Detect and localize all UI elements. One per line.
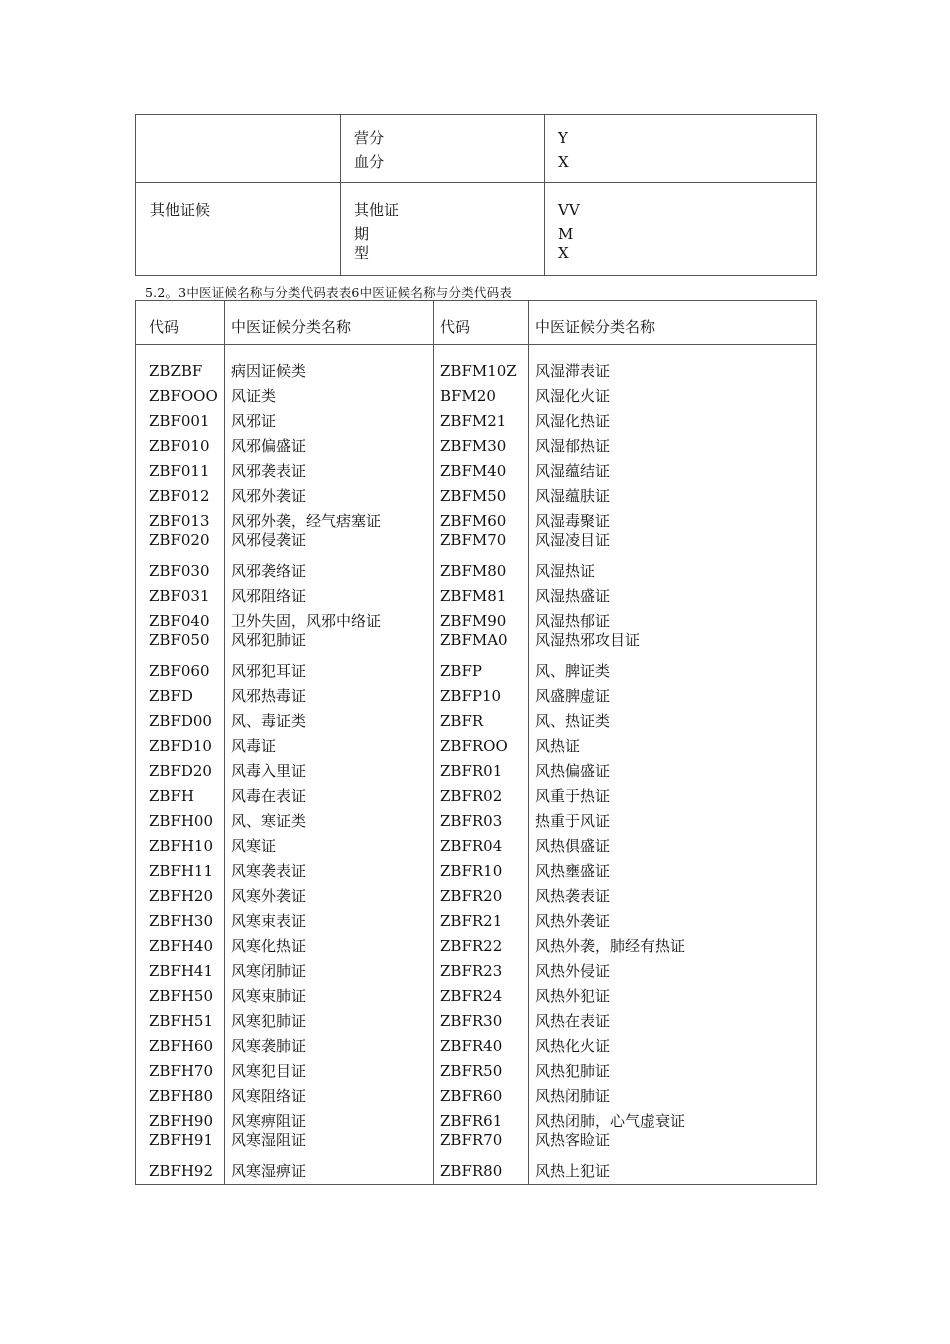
syndrome-code: ZBFROO [440,737,508,755]
syndrome-name: 风盛脾虚证 [535,687,611,705]
header-code: 代码 [149,318,180,336]
syndrome-name: 风热犯肺证 [535,1062,611,1080]
syndrome-name: 风寒束表证 [231,912,307,930]
syndrome-code: ZBF012 [149,487,210,505]
syndrome-name: 风毒入里证 [231,762,307,780]
syndrome-code: ZBFH11 [149,862,214,880]
syndrome-name: 风、毒证类 [231,712,307,730]
syndrome-name: 风热证 [535,737,581,755]
syndrome-code: ZBFR24 [440,987,503,1005]
syndrome-name: 风寒阻络证 [231,1087,307,1105]
syndrome-name: 风证类 [231,387,277,405]
table-cell: VV [558,201,580,219]
syndrome-name: 风湿蕴肤证 [535,487,611,505]
syndrome-code: ZBFR23 [440,962,503,980]
column-divider [433,301,434,1184]
syndrome-name: 风邪阻络证 [231,587,307,605]
syndrome-code: ZBFH60 [149,1037,214,1055]
syndrome-code: ZBFM81 [440,587,507,605]
syndrome-code: ZBFR03 [440,812,503,830]
syndrome-code: ZBFM10Z [440,362,517,380]
syndrome-code: ZBFR02 [440,787,503,805]
header-code: 代码 [440,318,471,336]
syndrome-name: 风湿热证 [535,562,596,580]
syndrome-code: ZBF030 [149,562,210,580]
syndrome-code: ZBZBF [149,362,203,380]
syndrome-code: ZBFR04 [440,837,503,855]
syndrome-code: ZBFH41 [149,962,214,980]
syndrome-name: 风邪犯肺证 [231,631,307,649]
syndrome-name: 风毒在表证 [231,787,307,805]
header-divider [136,344,816,345]
syndrome-code: ZBFH80 [149,1087,214,1105]
syndrome-name: 风邪袭表证 [231,462,307,480]
syndrome-code: ZBFH92 [149,1162,214,1180]
syndrome-name: 风寒湿阻证 [231,1131,307,1149]
table-cell: Y [558,129,568,147]
syndrome-code: ZBFR50 [440,1062,503,1080]
syndrome-name: 风热客睑证 [535,1131,611,1149]
syndrome-code: ZBFP [440,662,482,680]
table-cell: 其他证候 [150,201,211,219]
syndrome-code: ZBFH50 [149,987,214,1005]
syndrome-code: ZBF001 [149,412,210,430]
syndrome-name: 病因证候类 [231,362,307,380]
syndrome-code: ZBFP10 [440,687,502,705]
syndrome-name: 风寒袭肺证 [231,1037,307,1055]
syndrome-code: ZBFH91 [149,1131,214,1149]
syndrome-code: ZBFD00 [149,712,212,730]
syndrome-name: 风寒痹阻证 [231,1112,307,1130]
column-divider [528,301,529,1184]
syndrome-name: 风湿热盛证 [535,587,611,605]
syndrome-code: ZBF050 [149,631,210,649]
syndrome-code: ZBFR40 [440,1037,503,1055]
syndrome-name: 风邪袭络证 [231,562,307,580]
syndrome-name: 风热偏盛证 [535,762,611,780]
column-divider [544,115,545,275]
syndrome-code: ZBFM40 [440,462,507,480]
table-cell: 期 [354,225,370,243]
syndrome-code: ZBFR [440,712,484,730]
syndrome-name: 风邪热毒证 [231,687,307,705]
syndrome-name: 卫外失固，风邪中络证 [231,612,382,630]
syndrome-name: 风热闭肺，心气虚衰证 [535,1112,686,1130]
syndrome-code: ZBFR61 [440,1112,503,1130]
syndrome-code: ZBFR80 [440,1162,503,1180]
syndrome-name: 风热外袭，肺经有热证 [535,937,686,955]
syndrome-name: 风寒化热证 [231,937,307,955]
syndrome-code: ZBF013 [149,512,210,530]
row-divider [136,182,816,183]
syndrome-name: 风热上犯证 [535,1162,611,1180]
syndrome-name: 风、寒证类 [231,812,307,830]
syndrome-code: ZBFR10 [440,862,503,880]
syndrome-name: 风湿毒聚证 [535,512,611,530]
syndrome-code: ZBFR01 [440,762,503,780]
syndrome-code: ZBFM21 [440,412,507,430]
syndrome-code: ZBFH20 [149,887,214,905]
syndrome-name: 风热闭肺证 [535,1087,611,1105]
syndrome-name: 风湿滞表证 [535,362,611,380]
syndrome-code: ZBFH90 [149,1112,214,1130]
syndrome-code: ZBFH40 [149,937,214,955]
syndrome-name: 风湿凌目证 [535,531,611,549]
syndrome-name: 风寒闭肺证 [231,962,307,980]
syndrome-name: 风热外袭证 [535,912,611,930]
syndrome-code: ZBF040 [149,612,210,630]
syndrome-code: ZBFR60 [440,1087,503,1105]
syndrome-code: ZBFD20 [149,762,212,780]
syndrome-name: 风寒袭表证 [231,862,307,880]
syndrome-name: 风湿热邪攻目证 [535,631,641,649]
syndrome-code: ZBFMA0 [440,631,508,649]
syndrome-code: ZBFR20 [440,887,503,905]
syndrome-code: ZBFR22 [440,937,503,955]
syndrome-code: ZBFOOO [149,387,218,405]
syndrome-code: ZBFH00 [149,812,214,830]
header-name: 中医证候分类名称 [535,318,656,336]
syndrome-name: 风寒束肺证 [231,987,307,1005]
syndrome-name: 风毒证 [231,737,277,755]
syndrome-name: 风寒犯目证 [231,1062,307,1080]
syndrome-name: 风热外侵证 [535,962,611,980]
syndrome-code: ZBFM60 [440,512,507,530]
syndrome-name: 风热壅盛证 [535,862,611,880]
syndrome-name: 风热俱盛证 [535,837,611,855]
syndrome-name: 风寒证 [231,837,277,855]
syndrome-name: 风热在表证 [535,1012,611,1030]
syndrome-code: ZBFR30 [440,1012,503,1030]
syndrome-name: 风热外犯证 [535,987,611,1005]
syndrome-code: ZBFM50 [440,487,507,505]
syndrome-code: ZBF011 [149,462,210,480]
syndrome-code: ZBFH10 [149,837,214,855]
syndrome-name: 风湿化热证 [535,412,611,430]
column-divider [224,301,225,1184]
syndrome-code: ZBF060 [149,662,210,680]
table-cell: 型 [354,244,370,262]
syndrome-name: 风寒外袭证 [231,887,307,905]
table-caption: 5.2。3中医证候名称与分类代码表表6中医证候名称与分类代码表 [145,285,512,300]
syndrome-name: 风、脾证类 [535,662,611,680]
table-cell: X [558,244,569,262]
syndrome-code: ZBFR21 [440,912,503,930]
syndrome-name: 风邪外袭证 [231,487,307,505]
table-cell: 其他证 [354,201,400,219]
syndrome-code: BFM20 [440,387,496,405]
table-cell: X [558,153,569,171]
syndrome-code: ZBFH70 [149,1062,214,1080]
table-cell: 血分 [354,153,385,171]
header-name: 中医证候分类名称 [231,318,352,336]
syndrome-name: 热重于风证 [535,812,611,830]
syndrome-name: 风邪证 [231,412,277,430]
syndrome-name: 风邪外袭，经气痞塞证 [231,512,382,530]
syndrome-name: 风热袭表证 [535,887,611,905]
syndrome-name: 风湿郁热证 [535,437,611,455]
syndrome-code: ZBFR70 [440,1131,503,1149]
syndrome-code: ZBFD [149,687,193,705]
syndrome-code: ZBFD10 [149,737,212,755]
syndrome-code: ZBFM80 [440,562,507,580]
syndrome-code: ZBF020 [149,531,210,549]
syndrome-name: 风湿蕴结证 [535,462,611,480]
syndrome-code: ZBFH [149,787,194,805]
syndrome-code-table [135,300,817,1185]
syndrome-name: 风邪侵袭证 [231,531,307,549]
syndrome-name: 风、热证类 [535,712,611,730]
continuation-table [135,114,817,276]
syndrome-name: 风寒湿痹证 [231,1162,307,1180]
syndrome-name: 风湿化火证 [535,387,611,405]
syndrome-code: ZBFH30 [149,912,214,930]
syndrome-code: ZBFH51 [149,1012,214,1030]
syndrome-code: ZBF031 [149,587,210,605]
syndrome-code: ZBFM70 [440,531,507,549]
syndrome-code: ZBF010 [149,437,210,455]
syndrome-code: ZBFM90 [440,612,507,630]
column-divider [340,115,341,275]
table-cell: M [558,225,574,243]
syndrome-name: 风热化火证 [535,1037,611,1055]
syndrome-code: ZBFM30 [440,437,507,455]
syndrome-name: 风寒犯肺证 [231,1012,307,1030]
syndrome-name: 风重于热证 [535,787,611,805]
syndrome-name: 风湿热郁证 [535,612,611,630]
syndrome-name: 风邪偏盛证 [231,437,307,455]
syndrome-name: 风邪犯耳证 [231,662,307,680]
table-cell: 营分 [354,129,385,147]
